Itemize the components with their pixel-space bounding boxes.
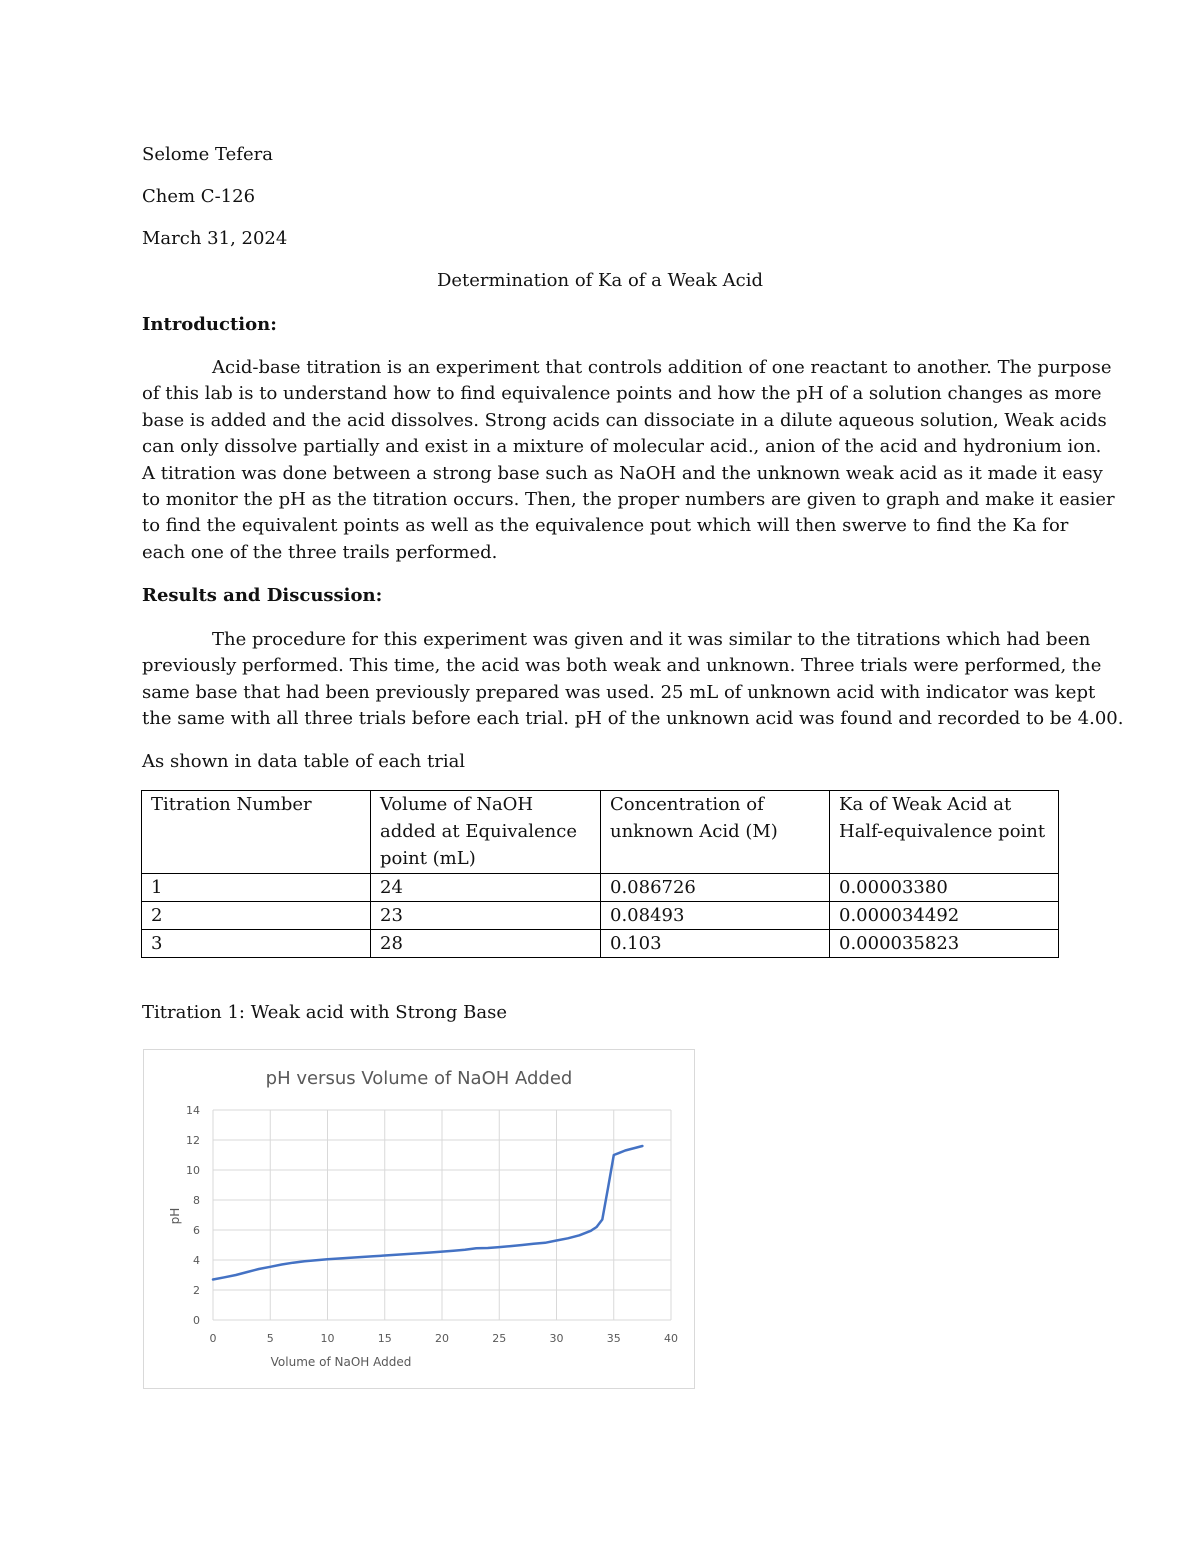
x-tick-label: 40 <box>664 1332 678 1345</box>
table-cell: 2 <box>142 902 371 930</box>
paragraph-line: previously performed. This time, the acid was both weak and unknown. Three trials were performed, the <box>142 655 1102 677</box>
paragraph-line: The procedure for this experiment was given and it was similar to the titrations which had been <box>212 629 1091 650</box>
table-row <box>142 930 1059 958</box>
chart-title: pH versus Volume of NaOH Added <box>265 1068 573 1089</box>
table-row <box>142 874 1059 902</box>
report-title: Determination of Ka of a Weak Acid <box>436 270 764 291</box>
y-tick-label: 6 <box>193 1224 200 1237</box>
y-axis-label: pH <box>168 1207 182 1225</box>
y-tick-label: 0 <box>193 1314 200 1327</box>
table-cell: 0.000034492 <box>830 902 1059 930</box>
header-cell: Concentration of unknown Acid (M) <box>601 791 830 874</box>
header-cell: Titration Number <box>142 791 371 874</box>
chart-svg <box>144 1050 694 1388</box>
table-row <box>142 902 1059 930</box>
paragraph-line: A titration was done between a strong base such as NaOH and the unknown weak acid as it made it easy <box>142 462 1103 484</box>
table-cell: 1 <box>142 874 371 902</box>
table-cell: 0.086726 <box>601 874 830 902</box>
author-name: Selome Tefera <box>142 144 273 165</box>
results-paragraph <box>142 627 1124 733</box>
paragraph-line: Acid-base titration is an experiment that controls addition of one reactant to another. The purpose <box>212 357 1112 378</box>
titration-data-table <box>141 790 1059 958</box>
paragraph-line: base is added and the acid dissolves. Strong acids can dissociate in a dilute aqueous solution, Weak acids <box>142 409 1107 431</box>
table-header-row <box>142 791 1059 874</box>
y-tick-label: 12 <box>186 1134 200 1147</box>
paragraph-line: each one of the three trails performed. <box>142 541 498 563</box>
x-tick-label: 30 <box>549 1332 564 1345</box>
header-cell: Volume of NaOH added at Equivalence point (mL) <box>371 791 601 874</box>
y-tick-label: 4 <box>193 1254 200 1267</box>
x-tick-label: 10 <box>320 1332 335 1345</box>
table-cell: 24 <box>371 874 601 902</box>
paragraph-line: of this lab is to understand how to find equivalence points and how the pH of a solution changes as more <box>142 383 1102 405</box>
x-axis-label: Volume of NaOH Added <box>270 1355 412 1369</box>
table-cell: 3 <box>142 930 371 958</box>
results-heading: Results and Discussion: <box>142 585 383 606</box>
table-cell: 28 <box>371 930 601 958</box>
y-tick-label: 8 <box>193 1194 200 1207</box>
table-cell: 0.000035823 <box>830 930 1059 958</box>
course-name: Chem C-126 <box>142 186 256 207</box>
y-tick-label: 10 <box>186 1164 200 1177</box>
y-tick-label: 2 <box>193 1284 200 1297</box>
paragraph-line: to monitor the pH as the titration occurs. Then, the proper numbers are given to graph and make it easier <box>142 489 1115 511</box>
chart-series <box>213 1146 642 1280</box>
introduction-heading: Introduction: <box>142 314 277 335</box>
x-tick-label: 25 <box>492 1332 507 1345</box>
x-tick-label: 5 <box>266 1332 274 1345</box>
paragraph-line: the same with all three trials before each trial. pH of the unknown acid was found and recorded to be 4.00. <box>142 708 1124 730</box>
table-caption: As shown in data table of each trial <box>142 751 466 772</box>
table-cell: 23 <box>371 902 601 930</box>
figure-caption: Titration 1: Weak acid with Strong Base <box>142 1002 507 1023</box>
paragraph-line: same base that had been previously prepared was used. 25 mL of unknown acid with indicator was kept <box>142 681 1096 703</box>
paragraph-line: can only dissolve partially and exist in a mixture of molecular acid., anion of the acid and hydronium ion. <box>142 436 1102 458</box>
y-tick-label: 14 <box>186 1104 200 1117</box>
report-date: March 31, 2024 <box>142 228 288 249</box>
x-tick-label: 20 <box>435 1332 449 1345</box>
x-tick-label: 35 <box>606 1332 621 1345</box>
paragraph-line: to find the equivalent points as well as the equivalence pout which will then swerve to find the Ka for <box>142 515 1069 537</box>
table-cell: 0.00003380 <box>830 874 1059 902</box>
introduction-paragraph <box>142 355 1115 566</box>
header-cell: Ka of Weak Acid at Half-equivalence point <box>830 791 1059 874</box>
table-cell: 0.103 <box>601 930 830 958</box>
table-cell: 0.08493 <box>601 902 830 930</box>
ph-series-line <box>213 1146 642 1280</box>
x-tick-label: 15 <box>377 1332 392 1345</box>
x-tick-label: 0 <box>209 1332 217 1345</box>
ph-titration-chart <box>143 1049 695 1389</box>
